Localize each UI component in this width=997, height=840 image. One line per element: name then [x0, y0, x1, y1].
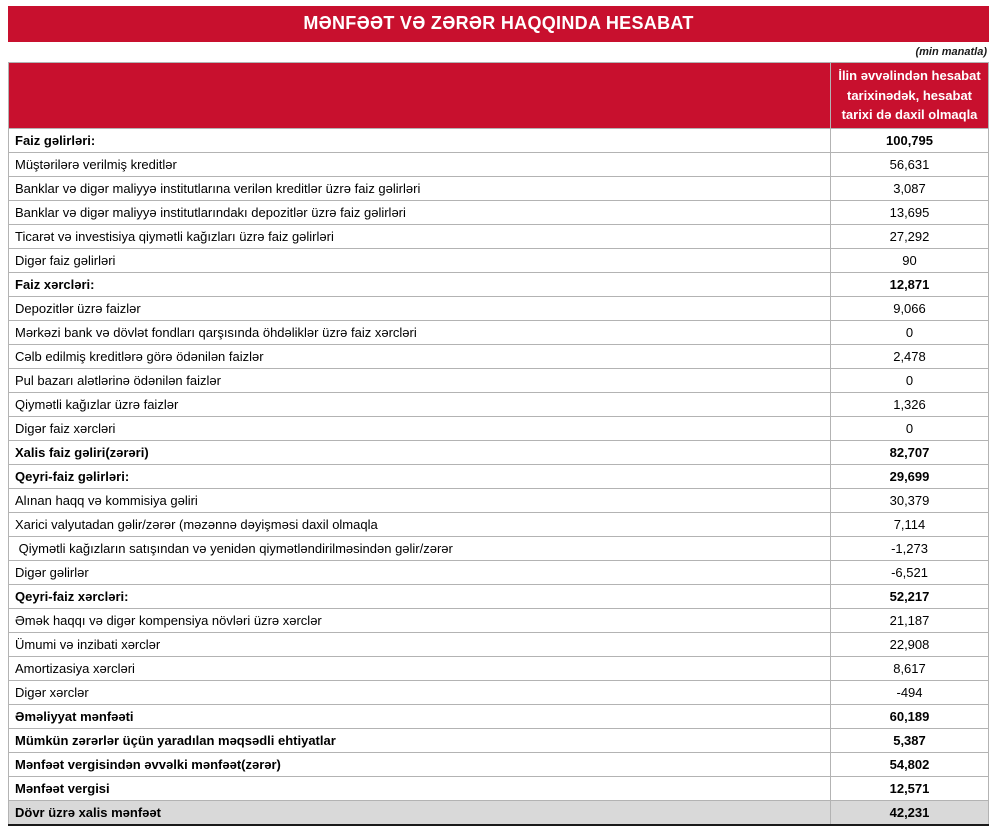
row-label: Digər xərclər	[9, 680, 831, 704]
row-label: Xalis faiz gəliri(zərəri)	[9, 440, 831, 464]
row-label: Digər faiz xərcləri	[9, 416, 831, 440]
row-value: 27,292	[831, 224, 989, 248]
table-row	[9, 416, 989, 440]
row-value: 29,699	[831, 464, 989, 488]
row-label: Ticarət və investisiya qiymətli kağızları üzrə faiz gəlirləri	[9, 224, 831, 248]
row-label: Banklar və digər maliyyə institutlarındakı depozitlər üzrə faiz gəlirləri	[9, 200, 831, 224]
row-value: 21,187	[831, 608, 989, 632]
report-title: MƏNFƏƏT VƏ ZƏRƏR HAQQINDA HESABAT	[8, 6, 989, 42]
row-value: 13,695	[831, 200, 989, 224]
table-row	[9, 344, 989, 368]
row-label: Amortizasiya xərcləri	[9, 656, 831, 680]
table-row	[9, 248, 989, 272]
unit-note: (min manatla)	[915, 46, 987, 58]
row-value: 12,871	[831, 272, 989, 296]
table-header-row	[9, 63, 989, 129]
row-value: 82,707	[831, 440, 989, 464]
row-label: Qeyri-faiz xərcləri:	[9, 584, 831, 608]
row-value: 0	[831, 416, 989, 440]
row-label: Faiz gəlirləri:	[9, 128, 831, 152]
row-value: 54,802	[831, 752, 989, 776]
table-row	[9, 776, 989, 800]
row-label: Ümumi və inzibati xərclər	[9, 632, 831, 656]
table-row	[9, 440, 989, 464]
row-label: Banklar və digər maliyyə institutlarına verilən kreditlər üzrə faiz gəlirləri	[9, 176, 831, 200]
table-row	[9, 200, 989, 224]
table-row	[9, 152, 989, 176]
row-value: 2,478	[831, 344, 989, 368]
row-value: 8,617	[831, 656, 989, 680]
label-column-header	[9, 63, 831, 129]
pnl-table	[8, 62, 989, 826]
row-label: Qiymətli kağızların satışından və yenidən qiymətləndirilməsindən gəlir/zərər	[9, 536, 831, 560]
row-label: Əməliyyat mənfəəti	[9, 704, 831, 728]
row-value: 100,795	[831, 128, 989, 152]
row-label: Alınan haqq və kommisiya gəliri	[9, 488, 831, 512]
row-value: 12,571	[831, 776, 989, 800]
row-value: 52,217	[831, 584, 989, 608]
row-label: Qiymətli kağızlar üzrə faizlər	[9, 392, 831, 416]
row-value: 0	[831, 368, 989, 392]
table-row	[9, 704, 989, 728]
row-label: Müştərilərə verilmiş kreditlər	[9, 152, 831, 176]
table-row	[9, 224, 989, 248]
table-row	[9, 800, 989, 825]
table-row	[9, 320, 989, 344]
table-row	[9, 176, 989, 200]
row-label: Faiz xərcləri:	[9, 272, 831, 296]
row-value: -6,521	[831, 560, 989, 584]
row-value: 5,387	[831, 728, 989, 752]
row-value: 30,379	[831, 488, 989, 512]
table-row	[9, 272, 989, 296]
row-value: -494	[831, 680, 989, 704]
row-value: 60,189	[831, 704, 989, 728]
row-value: 22,908	[831, 632, 989, 656]
row-label: Cəlb edilmiş kreditlərə görə ödənilən faizlər	[9, 344, 831, 368]
row-label: Digər faiz gəlirləri	[9, 248, 831, 272]
table-row	[9, 752, 989, 776]
row-value: 3,087	[831, 176, 989, 200]
table-row	[9, 608, 989, 632]
table-row	[9, 728, 989, 752]
row-label: Depozitlər üzrə faizlər	[9, 296, 831, 320]
row-value: -1,273	[831, 536, 989, 560]
row-value: 9,066	[831, 296, 989, 320]
table-row	[9, 560, 989, 584]
row-value: 7,114	[831, 512, 989, 536]
row-label: Mənfəət vergisindən əvvəlki mənfəət(zərər)	[9, 752, 831, 776]
row-label: Mərkəzi bank və dövlət fondları qarşısında öhdəliklər üzrə faiz xərcləri	[9, 320, 831, 344]
row-label: Mümkün zərərlər üçün yaradılan məqsədli ehtiyatlar	[9, 728, 831, 752]
table-row	[9, 536, 989, 560]
row-value: 1,326	[831, 392, 989, 416]
table-row	[9, 584, 989, 608]
row-label: Digər gəlirlər	[9, 560, 831, 584]
row-label: Pul bazarı alətlərinə ödənilən faizlər	[9, 368, 831, 392]
row-label: Əmək haqqı və digər kompensiya növləri üzrə xərclər	[9, 608, 831, 632]
table-row	[9, 656, 989, 680]
table-row	[9, 512, 989, 536]
table-body	[9, 128, 989, 825]
row-value: 90	[831, 248, 989, 272]
table-row	[9, 296, 989, 320]
table-row	[9, 128, 989, 152]
table-row	[9, 680, 989, 704]
row-label: Mənfəət vergisi	[9, 776, 831, 800]
table-row	[9, 488, 989, 512]
row-value: 0	[831, 320, 989, 344]
table-row	[9, 392, 989, 416]
row-value: 56,631	[831, 152, 989, 176]
row-value: 42,231	[831, 800, 989, 825]
table-row	[9, 368, 989, 392]
row-label: Dövr üzrə xalis mənfəət	[9, 800, 831, 825]
row-label: Xarici valyutadan gəlir/zərər (məzənnə dəyişməsi daxil olmaqla	[9, 512, 831, 536]
table-row	[9, 632, 989, 656]
value-column-header: İlin əvvəlindən hesabat tarixinədək, hesabat tarixi də daxil olmaqla	[831, 63, 989, 129]
table-row	[9, 464, 989, 488]
row-label: Qeyri-faiz gəlirləri:	[9, 464, 831, 488]
